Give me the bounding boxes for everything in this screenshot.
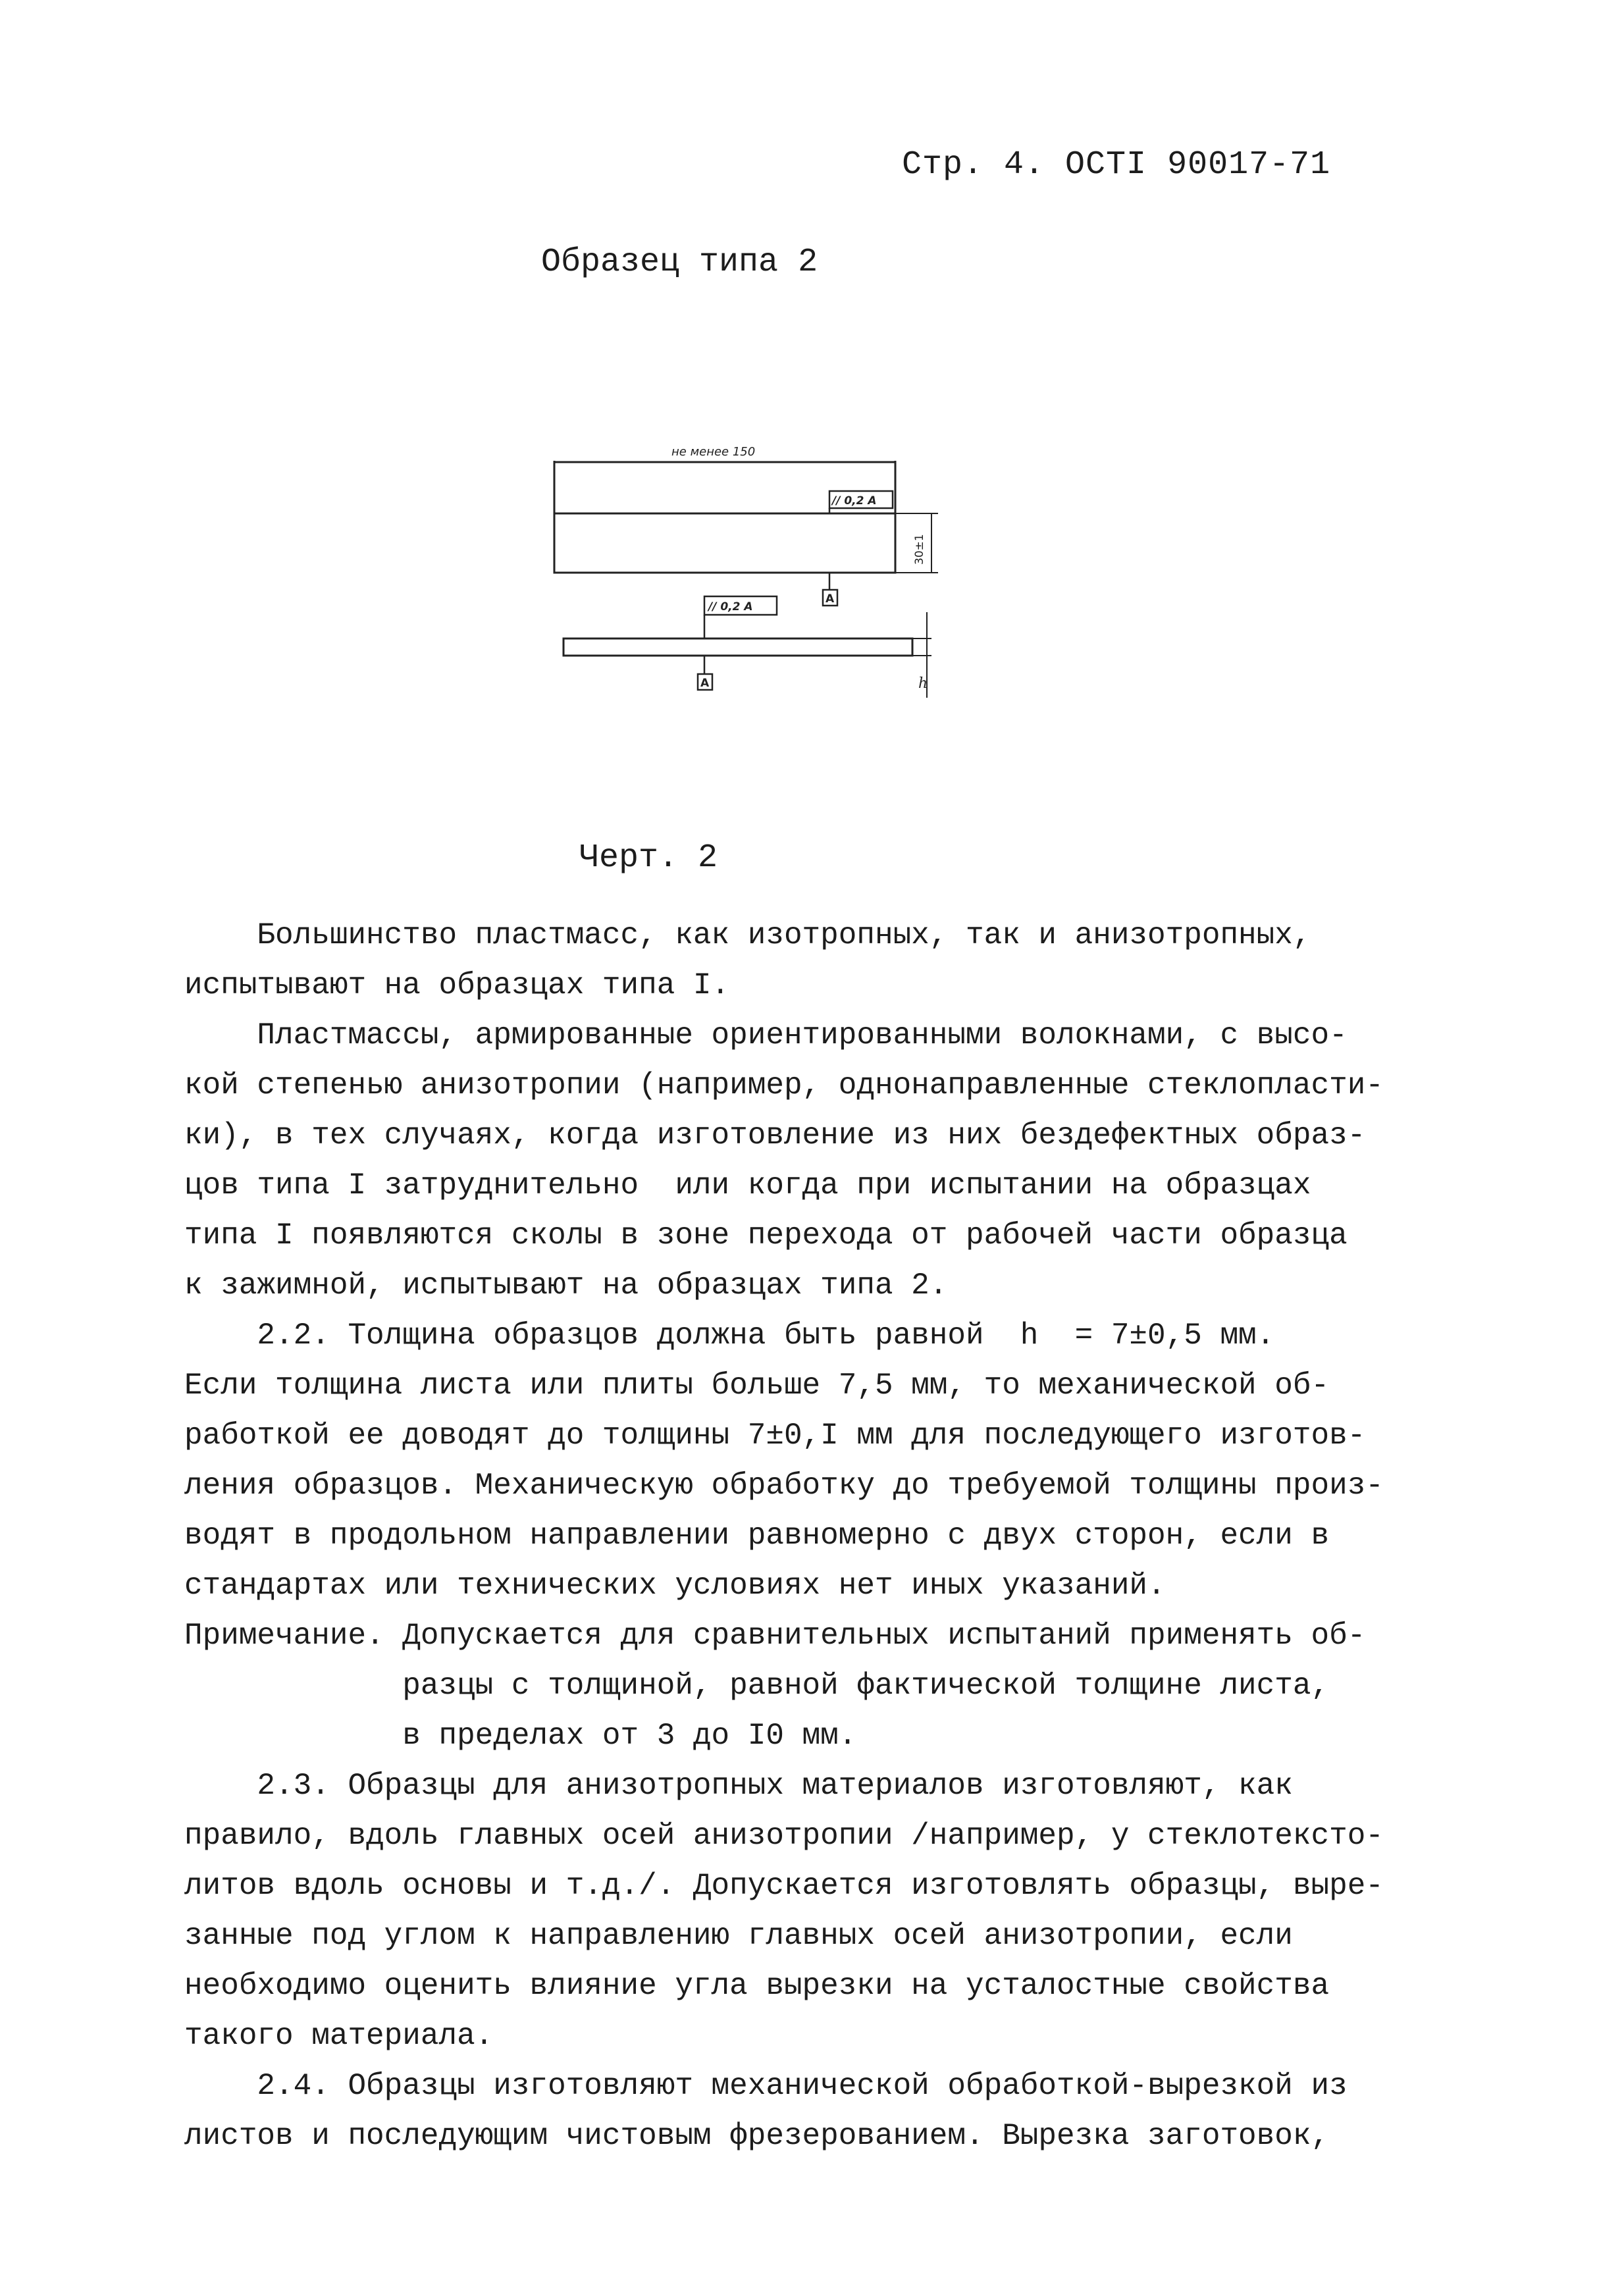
datum-side-label: A (700, 677, 710, 690)
width-dimension (895, 513, 938, 573)
text-line: правило, вдоль главных осей анизотропии /например, у стеклотексто- (184, 1819, 1384, 1853)
datum-side (698, 656, 712, 690)
text-line: необходимо оценить влияние угла вырезки на усталостные свойства (184, 1969, 1330, 2003)
technical-drawing (553, 428, 955, 717)
text-line: ления образцов. Механическую обработку до требуемой толщины произ- (184, 1469, 1384, 1503)
body-text (184, 910, 1448, 2161)
tolerance-frame-top-label: // 0,2 A (832, 494, 877, 508)
thickness-dim-label: h (918, 675, 928, 692)
length-dim-label: не менее 150 (671, 445, 756, 459)
text-line: занные под углом к направлению главных осей анизотропии, если (184, 1919, 1293, 1953)
text-line: разцы с толщиной, равной фактической толщине листа, (184, 1669, 1330, 1703)
specimen-plan-view (554, 513, 895, 573)
thickness-dimension (912, 612, 931, 698)
datum-top (823, 573, 837, 606)
text-line: ки), в тех случаях, когда изготовление из них бездефектных образ- (184, 1118, 1366, 1153)
width-dim-label: 30±1 (913, 534, 926, 565)
text-line: типа I появляются сколы в зоне перехода от рабочей части образца (184, 1218, 1348, 1253)
text-line: 2.2. Толщина образцов должна быть равной h = 7±0,5 мм. (184, 1318, 1275, 1353)
text-line: 2.4. Образцы изготовляют механической обработкой-вырезкой из (184, 2069, 1348, 2103)
text-line: Большинство пластмасс, как изотропных, так и анизотропных, (184, 918, 1311, 952)
specimen-side-view (563, 638, 912, 656)
text-line: такого материала. (184, 2019, 494, 2053)
text-line: Пластмассы, армированные ориентированными волокнами, с высо- (184, 1018, 1348, 1053)
sample-title: Образец типа 2 (541, 244, 818, 281)
text-line: Если толщина листа или плиты больше 7,5 мм, то механической об- (184, 1368, 1330, 1403)
length-dimension (554, 445, 895, 487)
tolerance-frame-side (704, 596, 777, 638)
text-line: водят в продольном направлении равномерно с двух сторон, если в (184, 1519, 1330, 1553)
tolerance-frame-side-label: // 0,2 A (708, 600, 753, 613)
text-line: стандартах или технических условиях нет иных указаний. (184, 1569, 1166, 1603)
text-line: работкой ее доводят до толщины 7±0,I мм для последующего изготов- (184, 1419, 1366, 1453)
figure-caption: Черт. 2 (579, 839, 718, 877)
text-line: 2.3. Образцы для анизотропных материалов изготовляют, как (184, 1769, 1293, 1803)
text-line: листов и последующим чистовым фрезерованием. Вырезка заготовок, (184, 2119, 1330, 2153)
text-line: литов вдоль основы и т.д./. Допускается изготовлять образцы, выре- (184, 1869, 1384, 1903)
text-line: в пределах от 3 до I0 мм. (184, 1719, 857, 1753)
tolerance-frame-top (829, 491, 893, 513)
text-line: цов типа I затруднительно или когда при испытании на образцах (184, 1168, 1311, 1203)
text-line: испытывают на образцах типа I. (184, 968, 730, 1003)
text-line: к зажимной, испытывают на образцах типа 2. (184, 1268, 948, 1303)
datum-top-label: A (825, 592, 835, 606)
text-line: кой степенью анизотропии (например, однонаправленные стеклопласти- (184, 1068, 1384, 1103)
page-header: Стр. 4. ОСТI 90017-71 (902, 146, 1331, 184)
text-line: Примечание. Допускается для сравнительных испытаний применять об- (184, 1619, 1366, 1653)
